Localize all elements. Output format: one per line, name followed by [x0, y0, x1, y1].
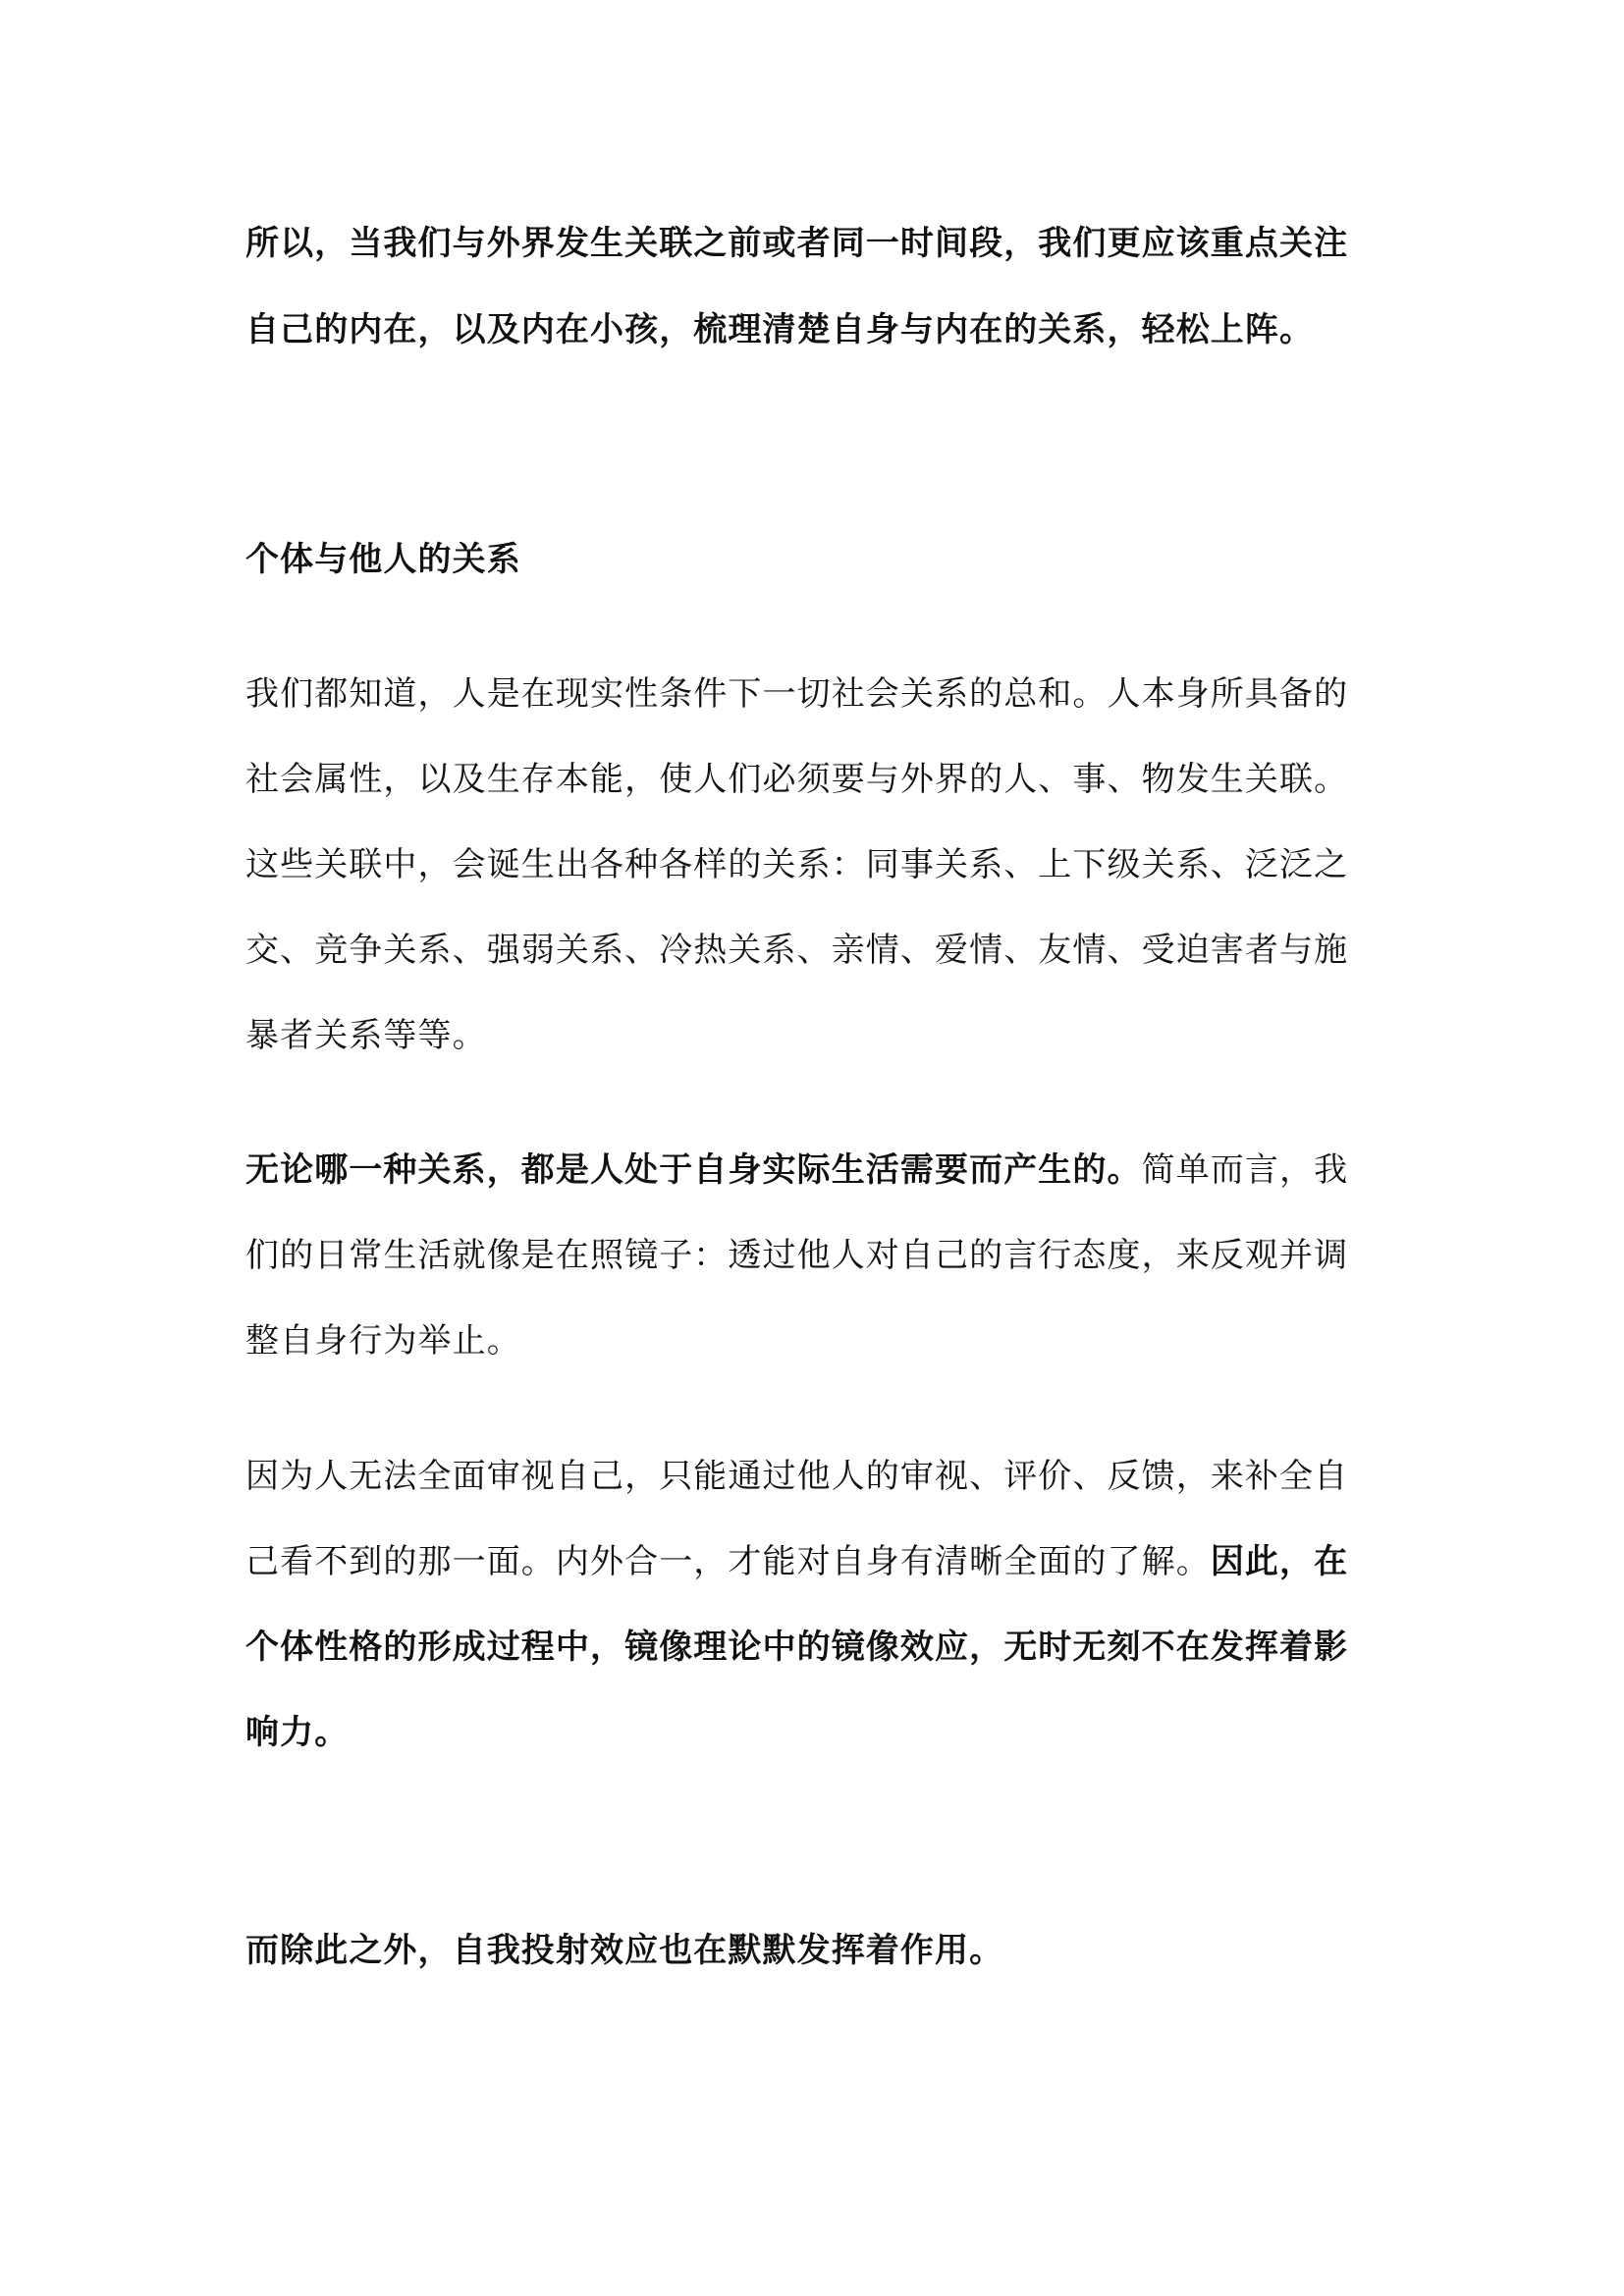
- text-line: [245, 843, 1348, 886]
- text-line: [245, 758, 1348, 801]
- body-text: 己看不到的那一面。内外合一，才能对自身有清晰全面的了解。: [245, 1542, 1211, 1581]
- bold-text: 自己的内在，以及内在小孩，梳理清楚自身与内在的关系，轻松上阵。: [245, 310, 1315, 349]
- text-line: [245, 1626, 1348, 1669]
- body-text: 我们都知道，人是在现实性条件下一切社会关系的总和。人本身所具备的: [245, 674, 1349, 714]
- text-line: [245, 1711, 349, 1754]
- section-heading: 个体与他人的关系: [245, 540, 521, 579]
- text-line: [245, 308, 1314, 351]
- body-text: 因为人无法全面审视自己，只能通过他人的审视、评价、反馈，来补全自: [245, 1457, 1349, 1496]
- text-line: [245, 1319, 521, 1362]
- body-text: 暴者关系等等。: [245, 1016, 487, 1055]
- body-text: 社会属性，以及生存本能，使人们必须要与外界的人、事、物发生关联。: [245, 760, 1349, 799]
- bold-text: 无论哪一种关系，都是人处于自身实际生活需要而产生的。: [245, 1150, 1142, 1190]
- bold-text: 因此，在: [1210, 1542, 1349, 1581]
- bold-text: 响力。: [245, 1713, 350, 1752]
- text-line: [245, 1234, 1348, 1277]
- text-line: [245, 1014, 487, 1057]
- body-text: 们的日常生活就像是在照镜子：透过他人对自己的言行态度，来反观并调: [245, 1236, 1349, 1275]
- body-text: 交、竞争关系、强弱关系、冷热关系、亲情、爱情、友情、受迫害者与施: [245, 931, 1349, 970]
- text-line: [245, 672, 1348, 716]
- bold-text: 而除此之外，自我投射效应也在默默发挥着作用。: [245, 1931, 1004, 1970]
- text-line: [245, 1540, 1348, 1583]
- body-text: 这些关联中，会诞生出各种各样的关系：同事关系、上下级关系、泛泛之: [245, 845, 1349, 884]
- text-line: [245, 929, 1348, 972]
- body-text: 整自身行为举止。: [245, 1321, 521, 1361]
- closing-paragraph: [245, 1929, 1003, 1972]
- bold-text: 所以，当我们与外界发生关联之前或者同一时间段，我们更应该重点关注: [245, 224, 1349, 263]
- text-line: [245, 1148, 1348, 1192]
- text-line: [245, 1455, 1348, 1498]
- bold-text: 个体性格的形成过程中，镜像理论中的镜像效应，无时无刻不在发挥着影: [245, 1628, 1349, 1667]
- body-text: 简单而言，我: [1141, 1150, 1349, 1190]
- text-line: [245, 222, 1348, 265]
